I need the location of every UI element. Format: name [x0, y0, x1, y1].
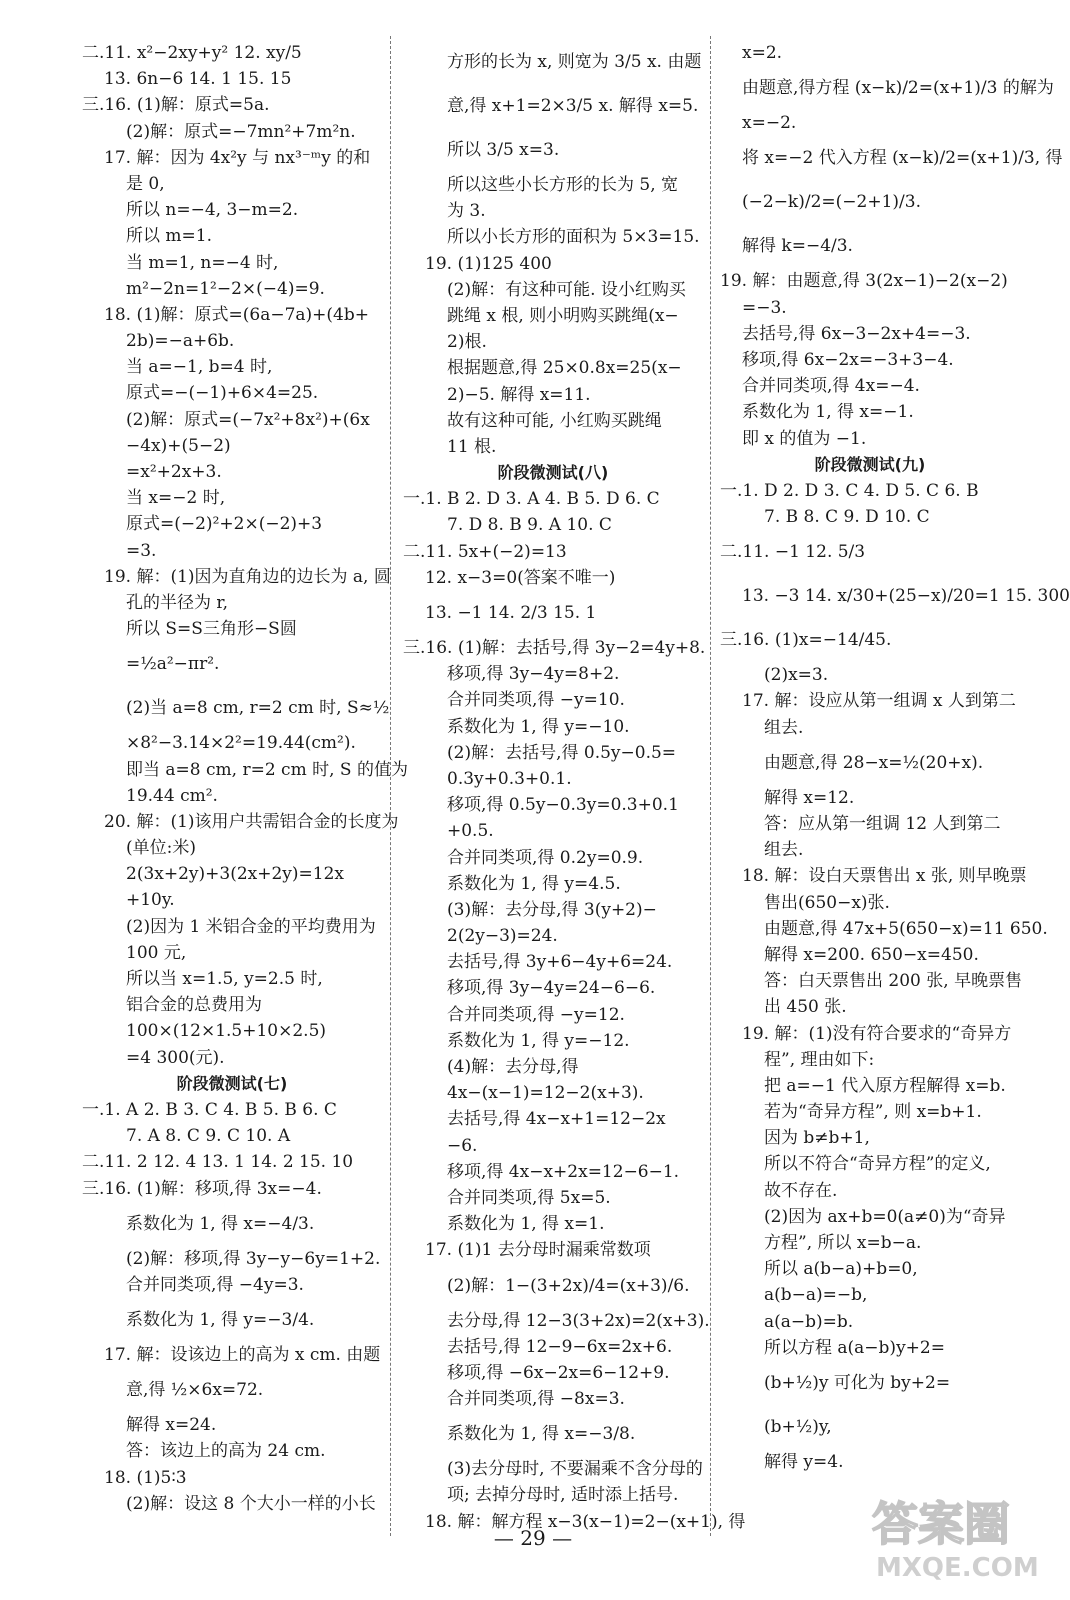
answer-line: 所以 m=1. — [126, 226, 212, 247]
answer-line: 系数化为 1, 得 y=−10. — [447, 716, 630, 737]
answer-line: 将 x=−2 代入方程 (x−k)/2=(x+1)/3, 得 — [742, 148, 1063, 169]
answer-line: 所以这些小长方形的长为 5, 宽 — [447, 175, 679, 195]
answer-line: 系数化为 1, 得 x=1. — [447, 1214, 605, 1235]
answer-line: (−2−k)/2=(−2+1)/3. — [742, 192, 921, 213]
answer-line: 解得 x=200. 650−x=450. — [764, 944, 979, 965]
answer-line: =4 300(元). — [126, 1047, 225, 1068]
section-title: 阶段微测试(九) — [814, 454, 926, 474]
answer-line: 去括号,得 3y+6−4y+6=24. — [447, 952, 673, 973]
svg-text:MXQE.COM: MXQE.COM — [876, 1553, 1039, 1583]
answer-line: 孔的半径为 r, — [126, 592, 229, 613]
answer-line: (2)解：原式=(−7x²+8x²)+(6x — [126, 409, 370, 430]
answer-line: 18. (1)5∶3 — [104, 1467, 187, 1488]
answer-line: 系数化为 1, 得 x=−4/3. — [126, 1213, 315, 1234]
answer-line: 三.16. (1)解：原式=5a. — [82, 95, 270, 116]
answer-line: 合并同类项,得 −y=10. — [447, 690, 625, 711]
answer-line: 为 3. — [447, 201, 486, 222]
answer-line: 答：该边上的高为 24 cm. — [126, 1441, 326, 1462]
answer-line: 移项,得 0.5y−0.3y=0.3+0.1 — [447, 795, 679, 816]
answer-line: (2)解：有这种可能. 设小红购买 — [447, 279, 686, 300]
answer-line: a(a−b)=b. — [764, 1311, 854, 1332]
answer-line: 程”, 理由如下: — [764, 1049, 875, 1070]
answer-line: 17. 解：设应从第一组调 x 人到第二 — [742, 691, 1016, 712]
answer-line: (2)解：移项,得 3y−y−6y=1+2. — [126, 1248, 381, 1269]
answer-line: 一.1. D 2. D 3. C 4. D 5. C 6. B — [720, 480, 979, 501]
answer-line: 13. −1 14. 2/3 15. 1 — [425, 603, 597, 623]
answer-line: 19. (1)125 400 — [425, 253, 552, 274]
answer-line: +10y. — [126, 890, 175, 911]
answer-line: (4)解：去分母,得 — [447, 1057, 579, 1077]
answer-line: 答：应从第一组调 12 人到第二 — [764, 814, 1001, 834]
answer-line: =½a²−πr². — [126, 654, 220, 675]
answer-column-left — [82, 40, 408, 1517]
answer-line: 由题意,得 47x+5(650−x)=11 650. — [764, 918, 1048, 939]
answer-line: +0.5. — [447, 821, 494, 842]
answer-line: 系数化为 1, 得 y=−12. — [447, 1030, 630, 1051]
answer-line: 合并同类项,得 5x=5. — [447, 1187, 611, 1208]
answer-line: 20. 解：(1)该用户共需铝合金的长度为 — [104, 811, 399, 832]
answer-line: 所以 3/5 x=3. — [447, 140, 560, 160]
answer-line: 系数化为 1, 得 x=−1. — [742, 402, 914, 423]
answer-line: 系数化为 1, 得 x=−3/8. — [447, 1424, 636, 1445]
section-title: 阶段微测试(八) — [497, 463, 609, 483]
answer-line: 三.16. (1)解：移项,得 3x=−4. — [82, 1178, 322, 1199]
answer-line: 去括号,得 6x−3−2x+4=−3. — [742, 323, 971, 344]
answer-line: (单位:米) — [126, 838, 196, 859]
answer-line: 去分母,得 12−3(3+2x)=2(x+3). — [447, 1310, 710, 1331]
answer-line: (2)当 a=8 cm, r=2 cm 时, S≈½ — [126, 698, 390, 719]
answer-line: 所以 n=−4, 3−m=2. — [126, 200, 299, 221]
answer-line: 组去. — [764, 840, 804, 861]
answer-line: 18. 解：设白天票售出 x 张, 则早晚票 — [742, 866, 1027, 887]
answer-line: 移项,得 6x−2x=−3+3−4. — [742, 349, 954, 370]
answer-line: 即当 a=8 cm, r=2 cm 时, S 的值为 — [126, 759, 408, 780]
answer-line: 跳绳 x 根, 则小明购买跳绳(x− — [447, 305, 679, 326]
answer-line: x=2. — [742, 43, 783, 63]
answer-line: 解得 k=−4/3. — [742, 236, 853, 257]
answer-line: 铝合金的总费用为 — [126, 995, 262, 1016]
answer-line: 方形的长为 x, 则宽为 3/5 x. 由题 — [447, 52, 702, 72]
answer-line: =−3. — [742, 297, 787, 318]
answer-line: 19. 解：由题意,得 3(2x−1)−2(x−2) — [720, 271, 1008, 292]
answer-line: 因为 b≠b+1, — [764, 1128, 870, 1149]
answer-line: 19. 解：(1)因为直角边的边长为 a, 圆 — [104, 566, 391, 587]
answer-line: (2)因为 1 米铝合金的平均费用为 — [126, 916, 376, 937]
answer-line: 当 a=−1, b=4 时, — [126, 357, 273, 378]
answer-line: 2)−5. 解得 x=11. — [447, 384, 591, 405]
page-number: — 29 — — [493, 1526, 573, 1550]
answer-line: 把 a=−1 代入原方程解得 x=b. — [764, 1075, 1006, 1096]
answer-line: 即 x 的值为 −1. — [742, 428, 867, 449]
answer-line: 19. 解：(1)没有符合要求的“奇异方 — [742, 1023, 1012, 1044]
answer-line: 7. B 8. C 9. D 10. C — [764, 507, 930, 528]
answer-line: m²−2n=1²−2×(−4)=9. — [126, 278, 325, 299]
answer-line: 去括号,得 4x−x+1=12−2x — [447, 1109, 666, 1130]
answer-line: 项; 去掉分母时, 适时添上括号. — [447, 1485, 679, 1506]
answer-line: (2)解：设这 8 个大小一样的小长 — [126, 1493, 376, 1514]
answer-column-middle — [403, 40, 746, 1535]
answer-line: −4x)+(5−2) — [126, 435, 231, 456]
column-divider — [710, 36, 711, 1536]
answer-line: ×8²−3.14×2²=19.44(cm²). — [126, 733, 356, 754]
answer-line: 移项,得 4x−x+2x=12−6−1. — [447, 1161, 680, 1182]
answer-line: (3)去分母时, 不要漏乘不含分母的 — [447, 1459, 703, 1480]
answer-line: 二.11. 5x+(−2)=13 — [403, 541, 567, 562]
answer-line: 是 0, — [126, 173, 165, 194]
answer-line: 7. A 8. C 9. C 10. A — [126, 1126, 291, 1147]
answer-line: 系数化为 1, 得 y=−3/4. — [126, 1310, 315, 1331]
answer-line: −6. — [447, 1135, 478, 1156]
answer-line: 移项,得 3y−4y=24−6−6. — [447, 978, 656, 999]
answer-line: 三.16. (1)x=−14/45. — [720, 630, 892, 651]
answer-line: 17. 解：设该边上的高为 x cm. 由题 — [104, 1345, 381, 1366]
answer-line: 合并同类项,得 −4y=3. — [126, 1274, 304, 1295]
answer-line: =x²+2x+3. — [126, 462, 222, 482]
watermark-logo — [868, 1488, 1046, 1584]
answer-line: 三.16. (1)解：去括号,得 3y−2=4y+8. — [403, 638, 706, 658]
answer-line: =3. — [126, 540, 157, 561]
answer-line: 所以 a(b−a)+b=0, — [764, 1259, 918, 1280]
answer-line: 2b)=−a+6b. — [126, 331, 235, 352]
answer-line: 所以 S=S三角形−S圆 — [126, 619, 297, 640]
answer-line: 2(2y−3)=24. — [447, 926, 558, 947]
section-title: 阶段微测试(七) — [176, 1073, 288, 1093]
answer-line: 0.3y+0.3+0.1. — [447, 768, 572, 789]
answer-line: 一.1. A 2. B 3. C 4. B 5. B 6. C — [82, 1099, 337, 1120]
answer-line: (2)解：去括号,得 0.5y−0.5= — [447, 742, 677, 763]
answer-line: 售出(650−x)张. — [764, 892, 890, 913]
answer-line: 所以小长方形的面积为 5×3=15. — [447, 227, 700, 248]
answer-line: 所以不符合“奇异方程”的定义, — [764, 1154, 991, 1175]
answer-line: 移项,得 −6x−2x=6−12+9. — [447, 1362, 670, 1383]
answer-line: 合并同类项,得 −y=12. — [447, 1004, 625, 1025]
svg-text:答案圈: 答案圈 — [872, 1497, 1010, 1551]
answer-line: 当 m=1, n=−4 时, — [126, 252, 279, 273]
answer-line: 2)根. — [447, 332, 487, 353]
answer-line: (b+½)y 可化为 by+2= — [764, 1372, 951, 1393]
answer-line: 解得 x=12. — [764, 787, 855, 808]
answer-line: 17. 解：因为 4x²y 与 nx³⁻ᵐy 的和 — [104, 147, 371, 168]
answer-line: 根据题意,得 25×0.8x=25(x− — [447, 358, 682, 379]
answer-line: 出 450 张. — [764, 997, 847, 1018]
answer-line: 由题意,得方程 (x−k)/2=(x+1)/3 的解为 — [742, 78, 1054, 99]
answer-line: (3)解：去分母,得 3(y+2)− — [447, 899, 657, 920]
answer-line: 7. D 8. B 9. A 10. C — [447, 515, 612, 536]
answer-line: 意,得 ½×6x=72. — [126, 1380, 264, 1401]
answer-line: 17. (1)1 去分母时漏乘常数项 — [425, 1240, 651, 1261]
answer-line: a(b−a)=−b, — [764, 1285, 868, 1306]
answer-line: 二.11. 2 12. 4 13. 1 14. 2 15. 10 — [82, 1152, 354, 1173]
answer-line: 故不存在. — [764, 1180, 838, 1201]
answer-line: 移项,得 3y−4y=8+2. — [447, 664, 620, 685]
answer-line: 18. (1)解：原式=(6a−7a)+(4b+ — [104, 304, 369, 325]
answer-line: 11 根. — [447, 436, 497, 457]
answer-line: 若为“奇异方程”, 则 x=b+1. — [764, 1102, 982, 1123]
answer-line: 所以方程 a(a−b)y+2= — [764, 1337, 945, 1358]
answer-line: 系数化为 1, 得 y=4.5. — [447, 873, 621, 894]
answer-line: 原式=(−2)²+2×(−2)+3 — [126, 514, 323, 535]
answer-line: 意,得 x+1=2×3/5 x. 解得 x=5. — [447, 96, 699, 116]
answer-line: 当 x=−2 时, — [126, 488, 226, 509]
answer-line: (2)因为 ax+b=0(a≠0)为“奇异 — [764, 1206, 1006, 1227]
answer-line: (2)解：原式=−7mn²+7m²n. — [126, 121, 356, 142]
answer-line: 去括号,得 12−9−6x=2x+6. — [447, 1336, 673, 1357]
answer-line: 合并同类项,得 0.2y=0.9. — [447, 847, 644, 868]
answer-line: 原式=−(−1)+6×4=25. — [126, 383, 319, 404]
answer-line: 组去. — [764, 717, 804, 738]
answer-line: (b+½)y, — [764, 1416, 832, 1437]
answer-line: 二.11. x²−2xy+y² 12. xy/5 — [82, 43, 302, 63]
answer-line: (2)解：1−(3+2x)/4=(x+3)/6. — [447, 1275, 690, 1296]
answer-line: 所以当 x=1.5, y=2.5 时, — [126, 969, 323, 989]
answer-line: 故有这种可能, 小红购买跳绳 — [447, 410, 662, 431]
column-divider — [390, 36, 391, 1536]
answer-line: 2(3x+2y)+3(2x+2y)=12x — [126, 864, 345, 885]
answer-column-right — [720, 40, 1070, 1475]
answer-line: 13. 6n−6 14. 1 15. 15 — [104, 69, 292, 90]
answer-line: 18. 解：解方程 x−3(x−1)=2−(x+1), 得 — [425, 1511, 746, 1532]
answer-line: 12. x−3=0(答案不唯一) — [425, 567, 616, 588]
answer-line: 合并同类项,得 −8x=3. — [447, 1389, 625, 1410]
answer-line: 13. −3 14. x/30+(25−x)/20=1 15. 300 — [742, 586, 1070, 607]
answer-line: 二.11. −1 12. 5/3 — [720, 542, 866, 563]
answer-line: 100 元, — [126, 942, 187, 963]
answer-line: 由题意,得 28−x=½(20+x). — [764, 752, 984, 773]
answer-line: 答：白天票售出 200 张, 早晚票售 — [764, 971, 1023, 992]
answer-line: 一.1. B 2. D 3. A 4. B 5. D 6. C — [403, 489, 660, 510]
answer-line: 合并同类项,得 4x=−4. — [742, 376, 920, 397]
answer-line: 4x−(x−1)=12−2(x+3). — [447, 1083, 644, 1104]
answer-line: 解得 y=4. — [764, 1451, 844, 1472]
answer-line: 100×(12×1.5+10×2.5) — [126, 1021, 327, 1042]
answer-line: 方程”, 所以 x=b−a. — [764, 1233, 922, 1253]
answer-line: (2)x=3. — [764, 665, 829, 686]
answer-line: 解得 x=24. — [126, 1415, 217, 1436]
answer-line: x=−2. — [742, 113, 797, 134]
answer-line: 19.44 cm². — [126, 785, 218, 806]
